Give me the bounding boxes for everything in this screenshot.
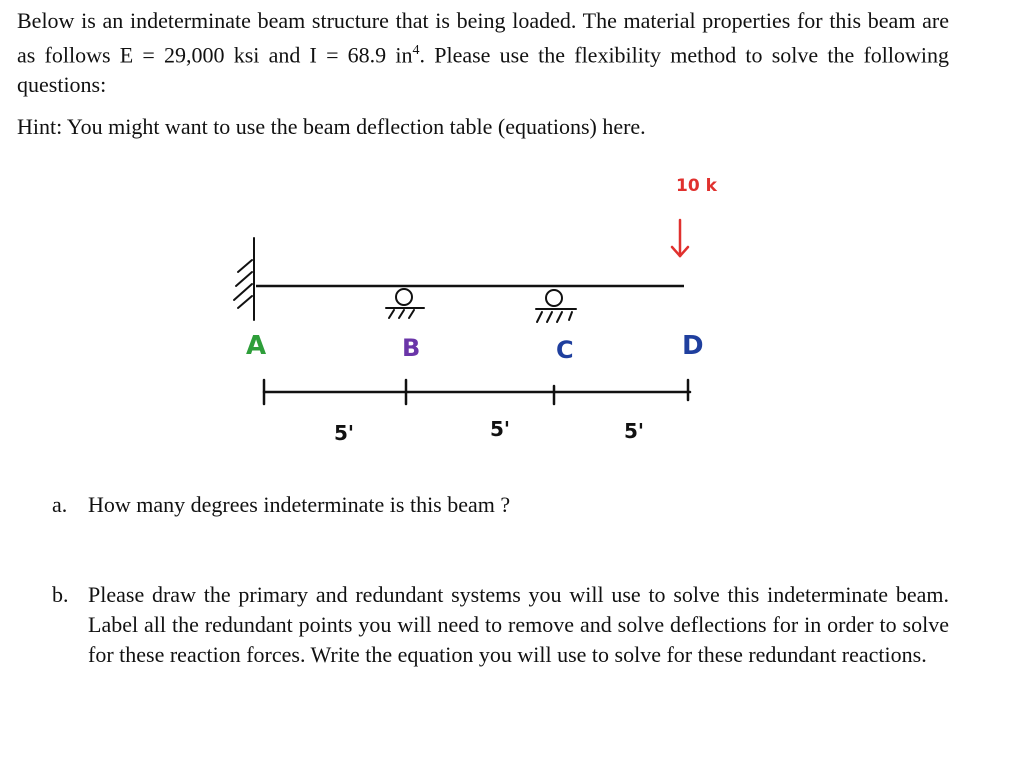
span-label-ab: 5' [334,421,355,445]
load-label: 10 k [676,176,717,196]
problem-statement [17,6,949,100]
question-a [0,490,1024,524]
support-label-c: C [556,336,574,364]
dimension-line [264,380,690,404]
beam-diagram [220,168,760,458]
question-a-letter: a. [52,492,68,517]
load-arrow [672,220,688,256]
hint-text: Hint: You might want to use the beam deflection table (equations) here. [17,114,646,139]
roller-support-c [536,290,576,322]
problem-statement-part-1: Below is an indeterminate beam structure that is being loaded. The material properties for this beam are as follows E = 29,000 ksi and I = 68.9 in [17,8,949,68]
support-label-a: A [246,331,267,361]
exponent: 4 [412,43,420,58]
span-label-cd: 5' [624,419,645,443]
question-b-letter: b. [52,582,69,607]
question-b-text: Please draw the primary and redundant systems you will use to solve this indeterminate beam. Label all the redundant points you will need to remove and solve deflections for in order to solve for these reaction forces. Write the equation you will use to solve for these redundant reactions. [88,582,949,667]
support-label-d: D [682,331,704,361]
question-a-text: How many degrees indeterminate is this beam ? [88,492,511,517]
roller-support-b [386,289,424,318]
problem-statement-part-2: . Please use the flexibility method to solve the following questions: [17,42,949,98]
question-b [0,580,1024,710]
span-label-bc: 5' [490,417,511,441]
support-label-b: B [402,334,421,362]
fixed-support-a [234,238,254,320]
